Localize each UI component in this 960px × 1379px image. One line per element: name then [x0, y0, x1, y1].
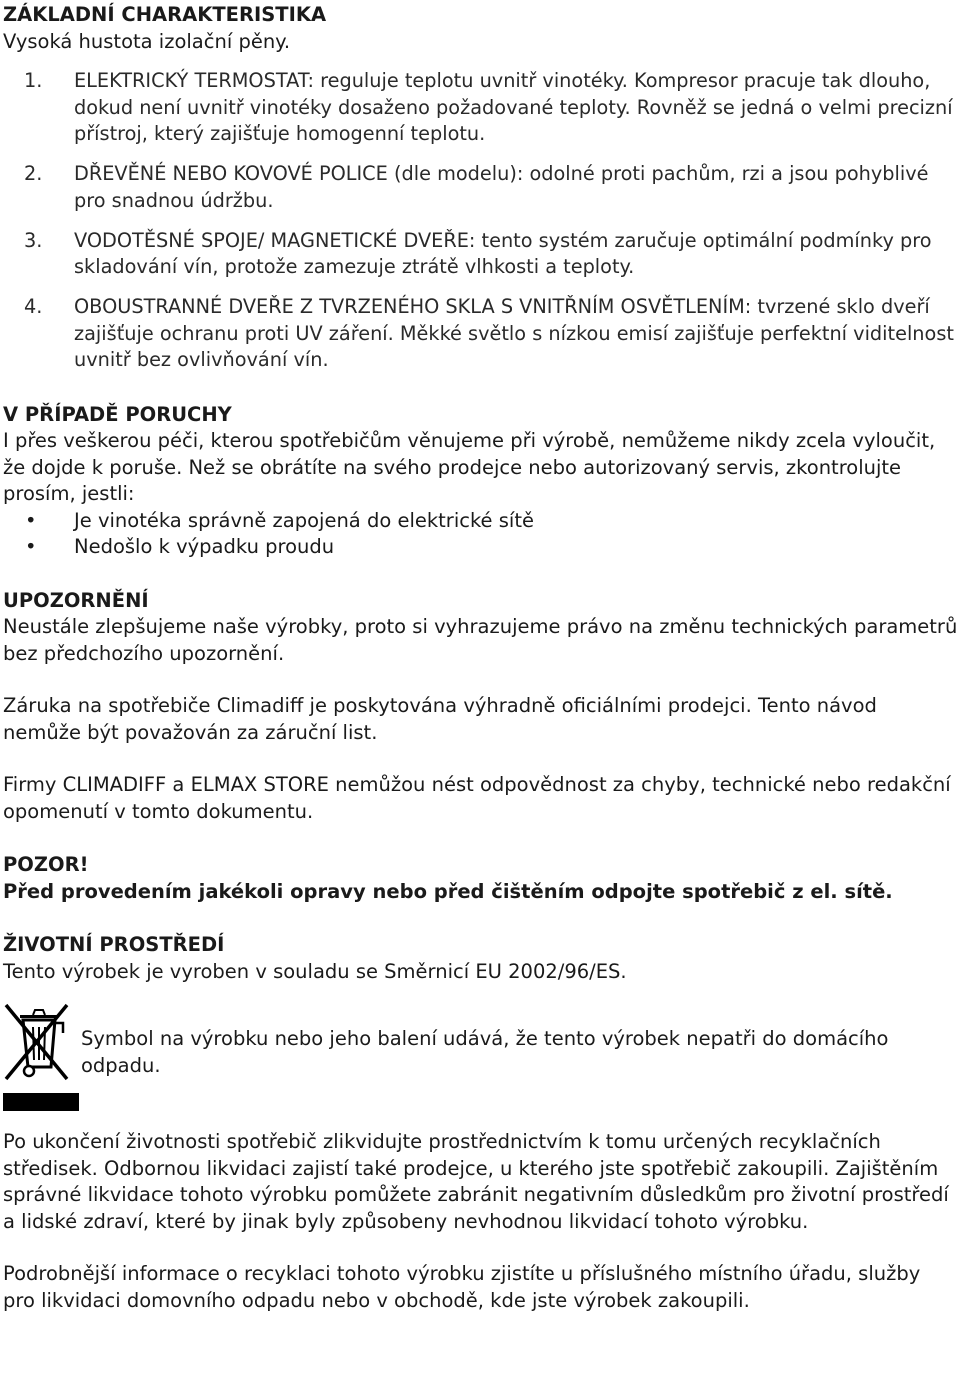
notice-paragraph: Neustále zlepšujeme naše výrobky, proto si vyhrazujeme právo na změnu technických parametrů bez předchozího upozornění.: [3, 615, 958, 665]
caution-text: Před provedením jakékoli opravy nebo před čištěním odpojte spotřebič z el. sítě.: [3, 879, 893, 903]
recycling-info-paragraph: Podrobnější informace o recyklaci tohoto výrobku zjistíte u příslušného místního úřadu, služby pro likvidaci domovního odpadu nebo v obchodě, kde jste výrobek zakoupili.: [3, 1262, 921, 1312]
feature-text: OBOUSTRANNÉ DVEŘE Z TVRZENÉHO SKLA S VNITŘNÍM OSVĚTLENÍM: tvrzené sklo dveří zajišťuje ochranu proti UV záření. Měkké světlo s nízkou emisí zajišťuje perfektní viditelnost uvnitř bez ovlivňování vín.: [74, 295, 954, 371]
disposal-paragraph: Po ukončení životnosti spotřebič zlikvidujte prostřednictvím k tomu určených recyklačních středisek. Odbornou likvidaci zajistí také prodejce, u kterého jste spotřebič zakoupili. Zajištěním správné likvidace tohoto výrobku pomůžete zabránit negativním důsledkům pro životní prostředí a lidské zdraví, které by jinak byly způsobeny nevhodnou likvidací tohoto výrobku.: [3, 1130, 949, 1233]
feature-item: [3, 161, 958, 214]
environment-intro: Tento výrobek je vyroben v souladu se Směrnicí EU 2002/96/ES.: [3, 959, 627, 983]
feature-item: [3, 294, 958, 374]
notice-heading: UPOZORNĚNÍ: [3, 588, 149, 612]
environment-heading: ŽIVOTNÍ PROSTŘEDÍ: [3, 933, 225, 956]
feature-item: [3, 228, 958, 281]
caution-heading: POZOR!: [3, 853, 89, 876]
weee-symbol-text: Symbol na výrobku nebo jeho balení udává, že tento výrobek nepatři do domácího odpadu.: [81, 1027, 889, 1077]
features-intro: Vysoká hustota izolační pěny.: [3, 29, 291, 53]
feature-item: [3, 68, 958, 148]
environment-section: [3, 932, 958, 1314]
liability-paragraph: Firmy CLIMADIFF a ELMAX STORE nemůžou nést odpovědnost za chyby, technické nebo redakční opomenutí v tomto dokumentu.: [3, 773, 951, 823]
checklist-item: [3, 534, 958, 561]
features-section: [3, 2, 958, 374]
features-list: [3, 68, 958, 374]
feature-text: DŘEVĚNÉ NEBO KOVOVÉ POLICE (dle modelu): odolné proti pachům, rzi a jsou pohyblivé pro snadnou údržbu.: [74, 162, 929, 212]
fault-heading: V PŘÍPADĚ PORUCHY: [3, 402, 232, 426]
checklist-text: Nedošlo k výpadku proudu: [74, 535, 335, 558]
warranty-paragraph: Záruka na spotřebiče Climadiff je poskytována výhradně oficiálními prodejci. Tento návod nemůže být považován za záruční list.: [3, 694, 877, 744]
crossed-out-wheelie-bin-icon: [3, 1001, 79, 1111]
fault-section: [3, 402, 958, 561]
feature-text: VODOTĚSNÉ SPOJE/ MAGNETICKÉ DVEŘE: tento systém zaručuje optimální podmínky pro skladování vín, protože zamezuje ztrátě vlhkosti a teploty.: [74, 228, 932, 278]
feature-number: 2.: [24, 162, 43, 185]
bullet-icon: •: [25, 508, 37, 532]
weee-symbol-row: [3, 1001, 958, 1119]
feature-text: ELEKTRICKÝ TERMOSTAT: reguluje teplotu uvnitř vinotéky. Kompresor pracuje tak dlouho, dokud není uvnitř vinotéky dosaženo požadované teploty. Rovněž se jedná o velmi precizní přístroj, který zajišťuje homogenní teplotu.: [74, 69, 953, 145]
bullet-icon: •: [25, 535, 37, 558]
fault-text: I přes veškerou péči, kterou spotřebičům věnujeme při výrobě, nemůžeme nikdy zcela vyloučit, že dojde k poruše. Než se obrátíte na svého prodejce nebo autorizovaný servis, zkontrolujte prosím, jestli:: [3, 429, 936, 505]
fault-checklist: [3, 508, 958, 561]
manual-page: [3, 2, 958, 1314]
caution-section: [3, 852, 958, 905]
notice-section: [3, 588, 958, 826]
checklist-text: Je vinotéka správně zapojená do elektrické sítě: [74, 508, 534, 532]
feature-number: 1.: [24, 69, 43, 92]
feature-number: 3.: [24, 228, 43, 252]
features-heading: ZÁKLADNÍ CHARAKTERISTIKA: [3, 3, 327, 26]
feature-number: 4.: [24, 295, 43, 318]
checklist-item: [3, 508, 958, 535]
